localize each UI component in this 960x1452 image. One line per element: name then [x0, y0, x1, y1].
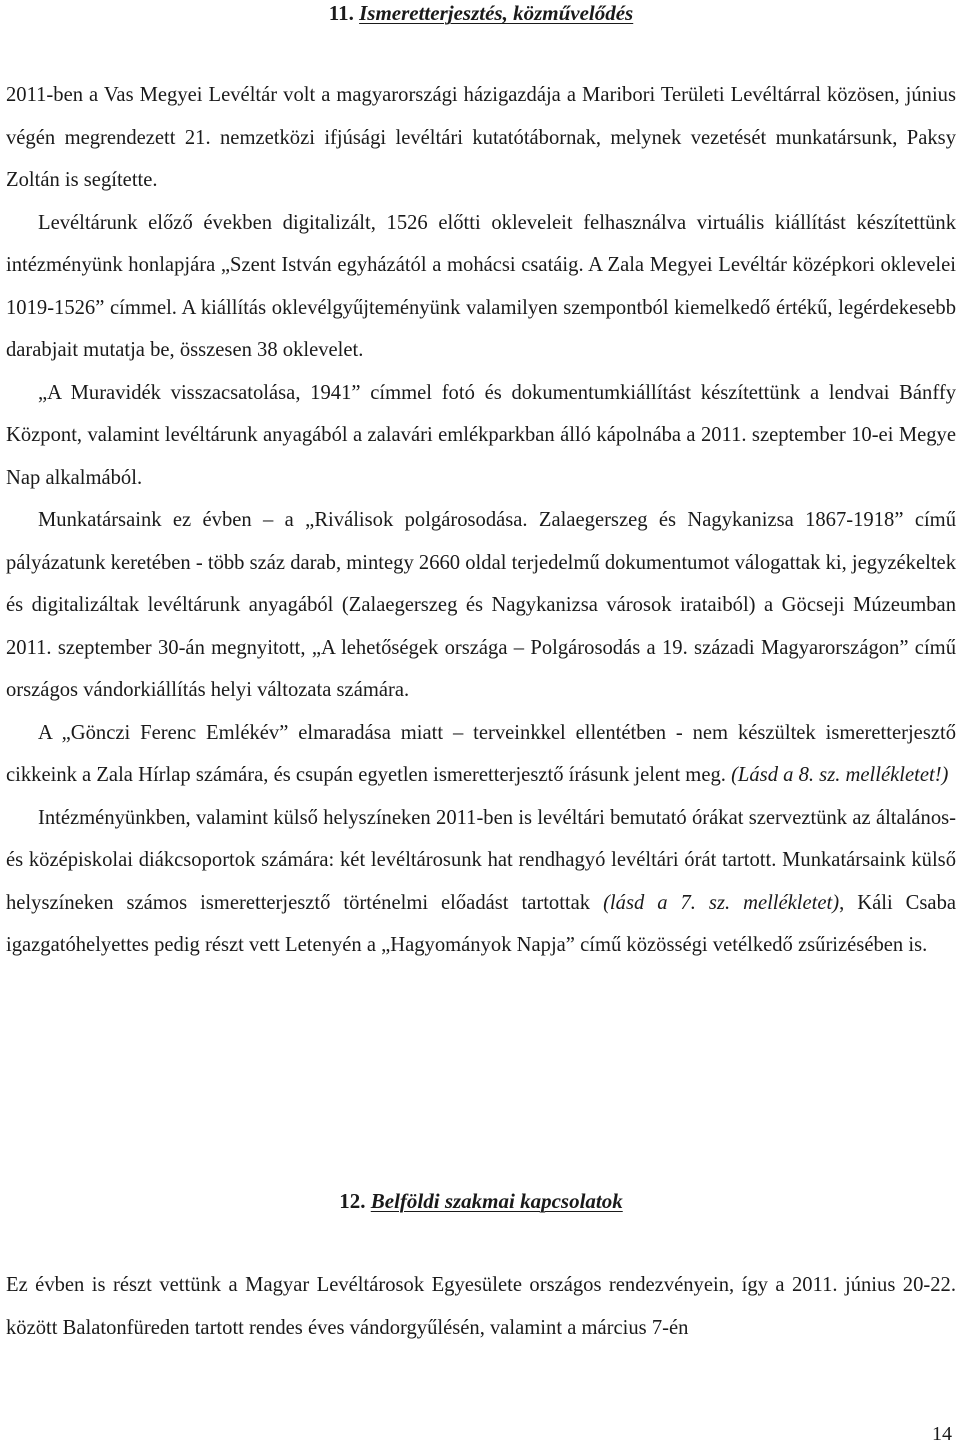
annex-reference: (Lásd a 8. sz. mellékletet!) [731, 764, 949, 786]
page-number: 14 [932, 1423, 952, 1445]
section-number: 11. [328, 1, 354, 25]
section-title: Belföldi szakmai kapcsolatok [370, 1189, 623, 1213]
section-12-body [6, 1264, 956, 1349]
paragraph: 2011-ben a Vas Megyei Levéltár volt a magyarországi házigazdája a Maribori Területi Levéltárral közösen, június végén megrendezett 21. nemzetközi ifjúsági levéltári kutatótábornak, melynek vezetését munkatársunk, Paksy Zoltán is segítette. [6, 84, 956, 191]
section-11-body [6, 74, 956, 967]
paragraph: Munkatársaink ez évben – a „Riválisok polgárosodása. Zalaegerszeg és Nagykanizsa 1867-1918” című pályázatunk keretében - több száz darab, mintegy 2660 oldal terjedelmű dokumentumot válogattak ki, jegyzékeltek és digitalizáltak levéltárunk anyagából (Zalaegerszeg és Nagykanizsa városok irataiból) a Göcseji Múzeumban 2011. szeptember 30-án megnyitott, „A lehetőségek országa – Polgárosodás a 19. századi Magyarországon” című országos vándorkiállítás helyi változata számára. [6, 509, 956, 701]
paragraph: „A Muravidék visszacsatolása, 1941” címmel fotó és dokumentumkiállítást készítettünk a lendvai Bánffy Központ, valamint levéltárunk anyagából a zalavári emlékparkban álló kápolnába a 2011. szeptember 10-ei Megye Nap alkalmából. [6, 381, 956, 489]
paragraph [6, 797, 956, 967]
paragraph-text: , Káli Csaba igazgatóhelyettes pedig részt vett Letenyén a „Hagyományok Napja” című közösségi vetélkedő zsűrizésében is. [6, 891, 957, 956]
section-title: Ismeretterjesztés, közművelődés [359, 1, 634, 25]
section-number: 12. [339, 1189, 366, 1213]
paragraph: Ez évben is részt vettünk a Magyar Levéltárosok Egyesülete országos rendezvényein, így a 2011. június 20-22. között Balatonfüreden tartott rendes éves vándorgyűlésén, valamint a március 7-én [6, 1274, 956, 1339]
paragraph [6, 712, 956, 797]
section-heading-12 [6, 1188, 956, 1214]
section-heading-11 [6, 0, 956, 26]
paragraph-text: A „Gönczi Ferenc Emlékév” elmaradása miatt – terveinkkel ellentétben - nem készültek ismeretterjesztő cikkeink a Zala Hírlap számára, és csupán egyetlen ismeretterjesztő írásunk jelent meg. [6, 721, 956, 786]
paragraph-text: Intézményünkben, valamint külső helyszíneken 2011-ben is levéltári bemutató órákat szerveztünk az általános- és középiskolai diákcsoportok számára: két levéltárosunk hat rendhagyó levéltári órát tartott. Munkatársaink külső helyszíneken számos ismeretterjesztő történelmi előadást tartottak [6, 806, 956, 914]
annex-reference: (lásd a 7. sz. mellékletet) [603, 891, 840, 914]
paragraph: Levéltárunk előző években digitalizált, 1526 előtti okleveleit felhasználva virtuális kiállítást készítettünk intézményünk honlapjára „Szent István egyházától a mohácsi csatáig. A Zala Megyei Levéltár középkori oklevelei 1019-1526” címmel. A kiállítás oklevélgyűjteményünk valamilyen szempontból kiemelkedő értékű, legérdekesebb darabjait mutatja be, összesen 38 oklevelet. [6, 211, 956, 361]
